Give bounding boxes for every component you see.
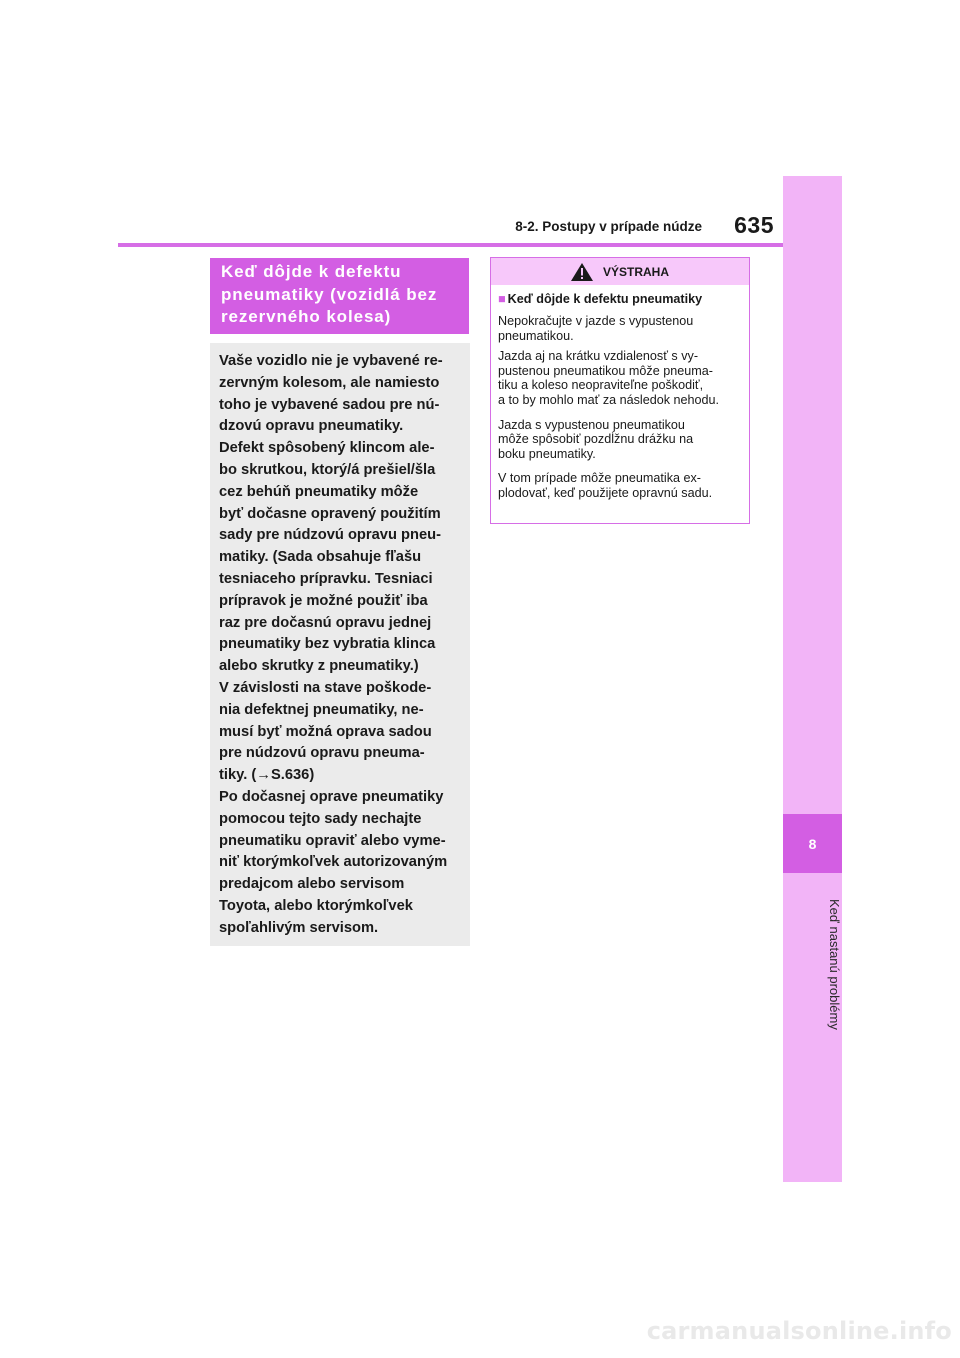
text-line: musí byť možná oprava sadou	[219, 723, 432, 740]
warning-header	[491, 258, 749, 285]
page-reference-link[interactable]: tiky. (→S.636)	[219, 767, 315, 784]
chapter-tab-label: Keď nastanú problémy	[827, 898, 842, 1030]
watermark-text: carmanualsonline.info	[646, 1317, 952, 1345]
warning-triangle-icon	[571, 263, 593, 281]
page-number: 635	[734, 212, 774, 238]
text-line: toho je vybavené sadou pre nú-	[219, 396, 440, 413]
main-text-box	[210, 343, 470, 946]
warning-paragraph	[498, 418, 749, 462]
text-line: Nepokračujte v jazde s vypustenou	[498, 314, 694, 328]
warning-paragraph	[498, 349, 749, 407]
text-line: zervným kolesom, ale namiesto	[219, 374, 440, 391]
text-line: pre núdzovú opravu pneuma-	[219, 745, 425, 762]
text-line: nia defektnej pneumatiky, ne-	[219, 701, 424, 718]
text-line: spoľahlivým servisom.	[219, 919, 379, 936]
chapter-tab-number[interactable]: 8	[783, 814, 842, 873]
watermark	[0, 1317, 960, 1345]
text-line: Defekt spôsobený klincom ale-	[219, 440, 435, 457]
text-line: Vaše vozidlo nie je vybavené re-	[219, 353, 443, 369]
text-line: pomocou tejto sady nechajte	[219, 810, 422, 827]
warning-body	[491, 285, 749, 501]
text-line: pustenou pneumatikou môže pneuma-	[498, 363, 713, 378]
text-line: Jazda s vypustenou pneumatikou	[498, 417, 685, 432]
text-line: pneumatiku opraviť alebo vyme-	[219, 832, 446, 849]
text-line: raz pre dočasnú opravu jednej	[219, 614, 432, 631]
text-line: a to by mohlo mať za následok nehodu.	[498, 392, 720, 407]
text-line: V závislosti na stave poškode-	[219, 679, 432, 696]
text-line: Jazda aj na krátku vzdialenosť s vy-	[498, 349, 699, 364]
text-line: cez behúň pneumatiky môže	[219, 483, 419, 500]
text-line: Po dočasnej oprave pneumatiky	[219, 788, 444, 805]
text-line: niť ktorýmkoľvek autorizovaným	[219, 854, 448, 871]
text-line: dzovú opravu pneumatiky.	[219, 418, 404, 435]
section-title-line: Keď dôjde k defektu	[221, 262, 402, 281]
running-header: 8-2. Postupy v prípade núdze	[515, 219, 702, 234]
section-title-line: rezervného kolesa)	[221, 307, 392, 326]
text-line: alebo skrutky z pneumatiky.)	[219, 658, 419, 675]
text-line: plodovať, keď použijete opravnú sadu.	[498, 485, 713, 500]
text-line: tiku a koleso neopraviteľne poškodiť,	[498, 378, 704, 393]
text-line: tesniaceho prípravku. Tesniaci	[219, 570, 433, 587]
text-line: môže spôsobiť pozdĺžnu drážku na	[498, 432, 694, 447]
text-line: matiky. (Sada obsahuje fľašu	[219, 549, 422, 566]
text-line: prípravok je možné použiť iba	[219, 592, 428, 609]
text-line: bo skrutkou, ktorý/á prešiel/šla	[219, 461, 436, 478]
text-line: sady pre núdzovú opravu pneu-	[219, 527, 441, 544]
text-line: V tom prípade môže pneumatika ex-	[498, 471, 702, 486]
section-title-line: pneumatiky (vozidlá bez	[221, 284, 438, 304]
warning-subhead-text: Keď dôjde k defektu pneumatiky	[507, 292, 703, 306]
header-divider	[118, 243, 783, 247]
text-line: pneumatiky bez vybratia klinca	[219, 636, 436, 653]
text-line: boku pneumatiky.	[498, 446, 596, 461]
text-line: predajcom alebo servisom	[219, 876, 405, 893]
warning-box	[490, 257, 750, 524]
warning-subhead	[498, 292, 749, 306]
text-line: pneumatikou.	[498, 328, 574, 343]
text-line: Toyota, alebo ktorýmkoľvek	[219, 897, 413, 914]
warning-paragraph	[498, 471, 749, 500]
main-paragraph	[219, 351, 470, 940]
section-title	[210, 258, 469, 334]
warning-paragraph	[498, 314, 749, 343]
warning-title: VÝSTRAHA	[602, 264, 669, 279]
square-bullet-icon: ■	[498, 292, 506, 306]
text-line: byť dočasne opravený použitím	[219, 505, 441, 522]
